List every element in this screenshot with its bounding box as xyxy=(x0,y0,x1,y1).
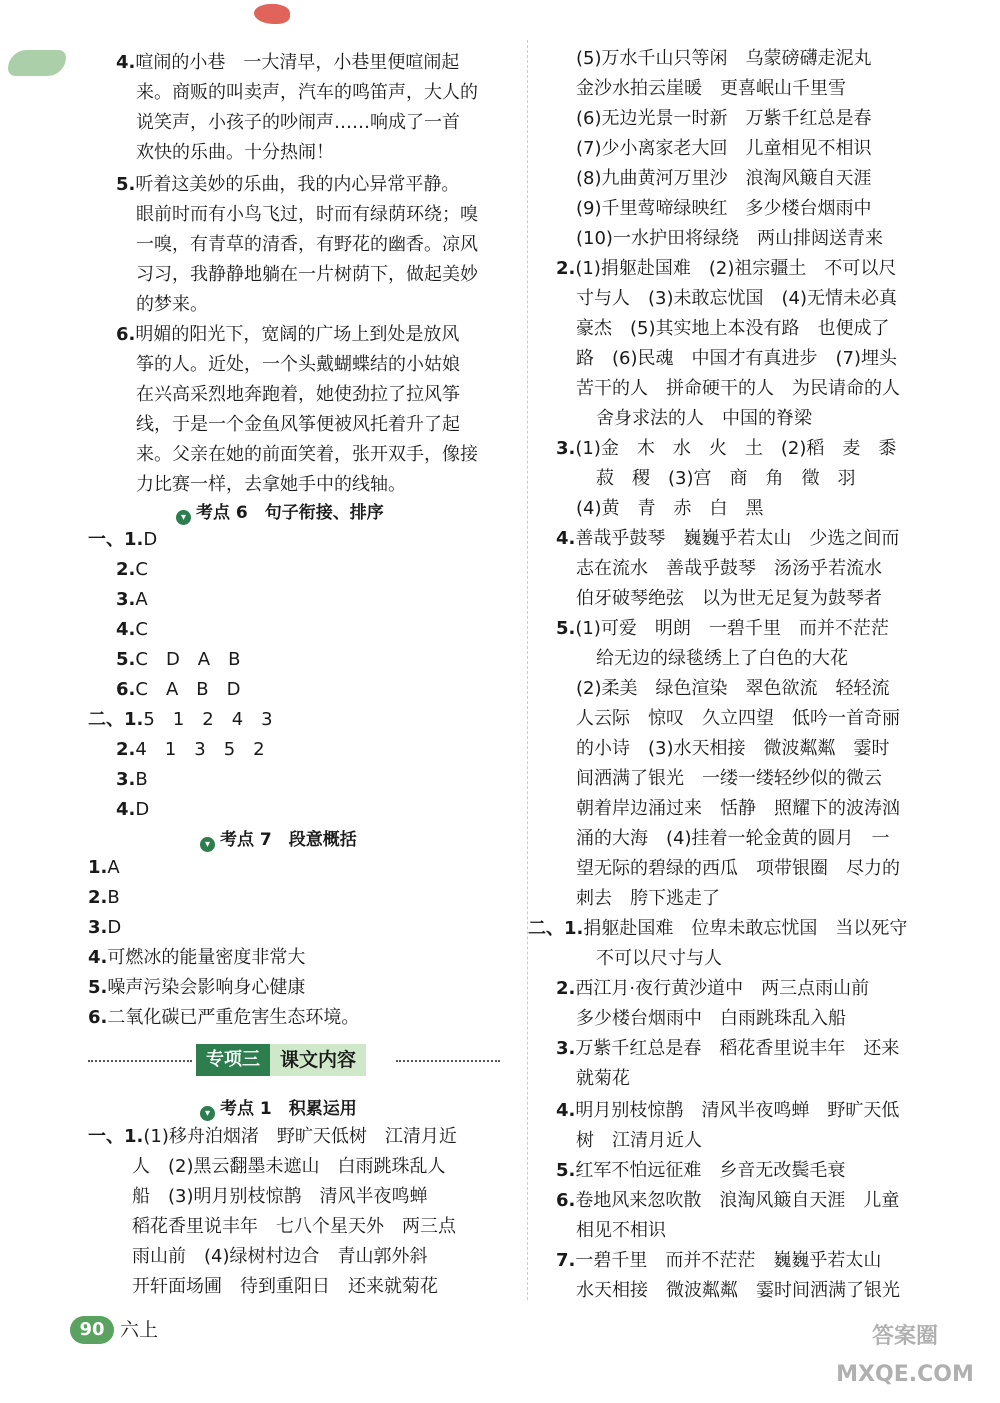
answer-line xyxy=(596,644,848,674)
answer-text: 西江月·夜行黄沙道中 两三点雨山前 xyxy=(575,978,870,999)
answer-text: 刺去 胯下逃走了 xyxy=(576,888,720,909)
answer-text: 捐躯赴国难 位卑未敢忘忧国 当以死守 xyxy=(583,918,908,939)
item-number: 1. xyxy=(88,857,108,878)
answer-line xyxy=(576,884,720,914)
answer-line xyxy=(576,1004,846,1034)
answer-text: (7)少小离家老大回 儿童相见不相识 xyxy=(576,138,872,159)
answer-line xyxy=(116,795,149,825)
answer-line xyxy=(88,1003,359,1033)
answer-line xyxy=(136,410,460,440)
heading-text: 考点 6 句子衔接、排序 xyxy=(196,503,384,523)
answer-text: 水天相接 微波粼粼 霎时间洒满了银光 xyxy=(576,1280,900,1301)
answer-text: 万紫千红总是春 稻花香里说丰年 还来 xyxy=(575,1038,900,1059)
answer-line xyxy=(576,104,872,134)
answer-line xyxy=(576,674,890,704)
decorative-leaf-icon xyxy=(8,50,66,76)
answer-line xyxy=(576,554,882,584)
answer-line xyxy=(116,675,240,705)
answer-line xyxy=(116,170,459,200)
watermark-url: MXQE.COM xyxy=(836,1362,974,1387)
answer-line xyxy=(136,290,208,320)
answer-line xyxy=(556,434,896,464)
answer-text: C xyxy=(135,619,148,640)
answer-line xyxy=(576,164,872,194)
answer-line xyxy=(556,254,896,284)
page-grade: 六上 xyxy=(120,1319,159,1341)
answer-line xyxy=(88,943,305,973)
answer-text: 人 (2)黑云翻墨未遮山 白雨跳珠乱人 xyxy=(132,1156,446,1177)
answer-text: A xyxy=(107,857,120,878)
answer-text: D xyxy=(107,917,122,938)
section-heading xyxy=(176,498,384,525)
answer-line xyxy=(576,314,890,344)
answer-line xyxy=(136,108,460,138)
answer-line xyxy=(596,404,812,434)
answer-text: 的小诗 (3)水天相接 微波粼粼 霎时 xyxy=(576,738,890,759)
answer-line xyxy=(576,74,846,104)
answer-line xyxy=(576,764,882,794)
answer-text: (10)一水护田将绿绕 两山排闼送青来 xyxy=(576,228,883,249)
answer-line xyxy=(576,194,872,224)
answer-line xyxy=(132,1272,438,1302)
answer-text: (1)捐躯赴国难 (2)祖宗疆土 不可以尺 xyxy=(575,258,897,279)
answer-text: 的梦来。 xyxy=(136,294,208,315)
answer-text: 雨山前 (4)绿树村边合 青山郭外斜 xyxy=(132,1246,428,1267)
item-number: 4. xyxy=(116,52,136,73)
answer-text: 来。商贩的叫卖声，汽车的鸣笛声，大人的 xyxy=(136,82,478,103)
item-number: 4. xyxy=(116,619,136,640)
answer-line xyxy=(116,48,459,78)
answer-text: 志在流水 善哉乎鼓琴 汤汤乎若流水 xyxy=(576,558,882,579)
answer-text: 可燃冰的能量密度非常大 xyxy=(107,947,306,968)
answer-line xyxy=(136,78,478,108)
banner-dots-right xyxy=(396,1060,500,1062)
answer-line xyxy=(576,704,900,734)
item-number: 3. xyxy=(88,917,108,938)
answer-line xyxy=(556,1186,899,1216)
banner-dots-left xyxy=(88,1060,192,1062)
answer-line xyxy=(576,1064,630,1094)
answer-line xyxy=(596,944,722,974)
answer-text: (9)千里莺啼绿映红 多少楼台烟雨中 xyxy=(576,198,872,219)
answer-text: 就菊花 xyxy=(576,1068,630,1089)
answer-text: 来。父亲在她的前面笑着，张开双手，像接 xyxy=(136,444,478,465)
answer-text: 稻花香里说丰年 七八个星天外 两三点 xyxy=(132,1216,456,1237)
item-number: 5. xyxy=(556,618,576,639)
item-number: 一、1. xyxy=(88,1126,144,1147)
answer-line xyxy=(576,494,764,524)
answer-text: B xyxy=(135,769,148,790)
heading-bullet-icon: ▾ xyxy=(200,837,215,852)
answer-line xyxy=(576,344,897,374)
answer-line xyxy=(132,1212,456,1242)
answer-text: 金沙水拍云崖暖 更喜岷山千里雪 xyxy=(576,78,846,99)
page-number: 90 xyxy=(70,1316,114,1344)
answer-line xyxy=(556,1156,845,1186)
answer-text: 红军不怕远征难 乡音无改鬓毛衰 xyxy=(575,1160,846,1181)
answer-line xyxy=(556,1246,881,1276)
answer-text: (2)柔美 绿色渲染 翠色欲流 轻轻流 xyxy=(576,678,890,699)
answer-text: 喧闹的小巷 一大清早，小巷里便喧闹起 xyxy=(135,52,460,73)
answer-text: 多少楼台烟雨中 白雨跳珠乱入船 xyxy=(576,1008,846,1029)
answer-text: 明媚的阳光下，宽阔的广场上到处是放风 xyxy=(135,324,460,345)
watermark-logo xyxy=(820,1318,990,1398)
answer-line xyxy=(116,585,148,615)
item-number: 3. xyxy=(116,769,136,790)
answer-line xyxy=(88,973,305,1003)
answer-text: 二氧化碳已严重危害生态环境。 xyxy=(107,1007,360,1028)
answer-line xyxy=(576,1276,900,1306)
decorative-bird-icon xyxy=(254,4,290,24)
answer-text: 路 (6)民魂 中国才有真进步 (7)埋头 xyxy=(576,348,897,369)
answer-text: 线，于是一个金鱼风筝便被风托着升了起 xyxy=(136,414,460,435)
item-number: 2. xyxy=(556,258,576,279)
answer-text: (1)移舟泊烟渚 野旷天低树 江清月近 xyxy=(143,1126,457,1147)
answer-line xyxy=(556,1034,899,1064)
answer-line xyxy=(136,230,478,260)
answer-line xyxy=(88,705,273,735)
answer-line xyxy=(88,1122,457,1152)
answer-line xyxy=(136,200,478,230)
item-number: 6. xyxy=(116,679,136,700)
answer-line xyxy=(88,525,157,555)
item-number: 4. xyxy=(556,528,576,549)
answer-text: 习习，我静静地躺在一片树荫下，做起美妙 xyxy=(136,264,478,285)
item-number: 5. xyxy=(116,174,136,195)
section-banner xyxy=(88,1044,500,1078)
answer-line xyxy=(136,260,478,290)
heading-text: 考点 7 段意概括 xyxy=(220,830,357,850)
answer-text: 明月别枝惊鹊 清风半夜鸣蝉 野旷天低 xyxy=(575,1100,900,1121)
answer-text: 卷地风来忽吹散 浪淘风簸自天涯 儿童 xyxy=(575,1190,900,1211)
item-number: 2. xyxy=(88,887,108,908)
answer-line xyxy=(136,350,460,380)
answer-text: (5)万水千山只等闲 乌蒙磅礴走泥丸 xyxy=(576,48,872,69)
heading-bullet-icon: ▾ xyxy=(176,510,191,525)
answer-text: 力比赛一样，去拿她手中的线轴。 xyxy=(136,474,406,495)
answer-line xyxy=(576,794,900,824)
answer-line xyxy=(116,555,148,585)
answer-text: 寸与人 (3)未敢忘忧国 (4)无情未必真 xyxy=(576,288,897,309)
answer-line xyxy=(88,883,120,913)
answer-text: 一嗅，有青草的清香，有野花的幽香。凉风 xyxy=(136,234,478,255)
answer-text: 给无边的绿毯绣上了白色的大花 xyxy=(596,648,848,669)
answer-text: 开轩面场圃 待到重阳日 还来就菊花 xyxy=(132,1276,438,1297)
answer-line xyxy=(132,1182,428,1212)
answer-line xyxy=(576,284,897,314)
answer-text: 一碧千里 而并不茫茫 巍巍乎若太山 xyxy=(575,1250,882,1271)
answer-text: C D A B xyxy=(135,649,241,670)
answer-text: (6)无边光景一时新 万紫千红总是春 xyxy=(576,108,872,129)
answer-line xyxy=(576,1216,666,1246)
item-number: 2. xyxy=(116,739,136,760)
section-heading xyxy=(200,825,357,852)
answer-line xyxy=(116,735,265,765)
answer-text: C xyxy=(135,559,148,580)
answer-line xyxy=(116,320,459,350)
answer-text: 船 (3)明月别枝惊鹊 清风半夜鸣蝉 xyxy=(132,1186,428,1207)
answer-line xyxy=(576,1126,702,1156)
answer-line xyxy=(556,1096,899,1126)
heading-bullet-icon: ▾ xyxy=(200,1106,215,1121)
answer-line xyxy=(596,464,856,494)
item-number: 5. xyxy=(116,649,136,670)
item-number: 3. xyxy=(556,438,576,459)
answer-text: C A B D xyxy=(135,679,241,700)
item-number: 7. xyxy=(556,1250,576,1271)
answer-line xyxy=(132,1152,446,1182)
answer-text: 菽 稷 (3)宫 商 角 徵 羽 xyxy=(596,468,856,489)
answer-line xyxy=(576,224,883,254)
answer-line xyxy=(576,734,890,764)
item-number: 4. xyxy=(88,947,108,968)
answer-text: 噪声污染会影响身心健康 xyxy=(107,977,306,998)
answer-line xyxy=(556,524,899,554)
item-number: 二、1. xyxy=(88,709,144,730)
answer-text: 5 1 2 4 3 xyxy=(143,709,273,730)
answer-text: A xyxy=(135,589,148,610)
answer-line xyxy=(116,765,148,795)
answer-text: 望无际的碧绿的西瓜 项带银圈 尽力的 xyxy=(576,858,900,879)
answer-text: 朝着岸边涌过来 恬静 照耀下的波涛汹 xyxy=(576,798,900,819)
item-number: 6. xyxy=(88,1007,108,1028)
answer-text: 眼前时而有小鸟飞过，时而有绿荫环绕；嗅 xyxy=(136,204,478,225)
answer-text: 豪杰 (5)其实地上本没有路 也便成了 xyxy=(576,318,890,339)
answer-text: 不可以尺寸与人 xyxy=(596,948,722,969)
item-number: 4. xyxy=(556,1100,576,1121)
answer-line xyxy=(576,134,872,164)
item-number: 二、1. xyxy=(528,918,584,939)
answer-text: (1)金 木 水 火 土 (2)稻 麦 黍 xyxy=(575,438,897,459)
answer-text: (4)黄 青 赤 白 黑 xyxy=(576,498,764,519)
answer-text: D xyxy=(135,799,150,820)
section-heading xyxy=(200,1094,357,1121)
watermark-text: 答案圈 xyxy=(871,1324,938,1349)
answer-line xyxy=(116,645,240,675)
answer-text: 听着这美妙的乐曲，我的内心异常平静。 xyxy=(135,174,460,195)
answer-text: 在兴高采烈地奔跑着，她使劲拉了拉风筝 xyxy=(136,384,460,405)
answer-line xyxy=(556,974,869,1004)
answer-text: 筝的人。近处，一个头戴蝴蝶结的小姑娘 xyxy=(136,354,460,375)
answer-line xyxy=(136,440,478,470)
answer-line xyxy=(136,380,460,410)
answer-line xyxy=(556,614,889,644)
answer-text: (1)可爱 明朗 一碧千里 而并不茫茫 xyxy=(575,618,889,639)
item-number: 6. xyxy=(116,324,136,345)
answer-text: 相见不相识 xyxy=(576,1220,666,1241)
answer-text: 善哉乎鼓琴 巍巍乎若太山 少选之间而 xyxy=(575,528,900,549)
answer-line xyxy=(116,615,148,645)
answer-text: 舍身求法的人 中国的脊梁 xyxy=(596,408,812,429)
answer-line xyxy=(136,138,334,168)
answer-text: 苦干的人 拼命硬干的人 为民请命的人 xyxy=(576,378,900,399)
item-number: 2. xyxy=(556,978,576,999)
answer-line xyxy=(576,374,900,404)
item-number: 5. xyxy=(88,977,108,998)
answer-text: 涌的大海 (4)挂着一轮金黄的圆月 一 xyxy=(576,828,890,849)
banner-box xyxy=(196,1044,366,1076)
answer-text: (8)九曲黄河万里沙 浪淘风簸自天涯 xyxy=(576,168,872,189)
answer-text: 伯牙破琴绝弦 以为世无足复为鼓琴者 xyxy=(576,588,882,609)
answer-line xyxy=(576,584,882,614)
answer-line xyxy=(528,914,907,944)
item-number: 6. xyxy=(556,1190,576,1211)
column-divider xyxy=(527,40,528,1300)
answer-text: 4 1 3 5 2 xyxy=(135,739,265,760)
item-number: 一、1. xyxy=(88,529,144,550)
item-number: 3. xyxy=(116,589,136,610)
banner-label: 专项三 xyxy=(196,1044,270,1076)
answer-text: 说笑声，小孩子的吵闹声……响成了一首 xyxy=(136,112,460,133)
item-number: 5. xyxy=(556,1160,576,1181)
item-number: 2. xyxy=(116,559,136,580)
item-number: 4. xyxy=(116,799,136,820)
heading-text: 考点 1 积累运用 xyxy=(220,1099,357,1119)
answer-line xyxy=(576,44,872,74)
answer-line xyxy=(576,824,890,854)
answer-text: D xyxy=(143,529,158,550)
answer-text: 间洒满了银光 一缕一缕轻纱似的微云 xyxy=(576,768,882,789)
answer-line xyxy=(88,913,121,943)
answer-text: 树 江清月近人 xyxy=(576,1130,702,1151)
banner-title: 课文内容 xyxy=(270,1044,366,1076)
answer-text: B xyxy=(107,887,120,908)
answer-line xyxy=(88,853,120,883)
answer-text: 欢快的乐曲。十分热闹！ xyxy=(136,142,334,163)
answer-line xyxy=(136,470,406,500)
answer-line xyxy=(576,854,900,884)
item-number: 3. xyxy=(556,1038,576,1059)
answer-text: 人云际 惊叹 久立四望 低吟一首奇丽 xyxy=(576,708,900,729)
answer-line xyxy=(132,1242,428,1272)
